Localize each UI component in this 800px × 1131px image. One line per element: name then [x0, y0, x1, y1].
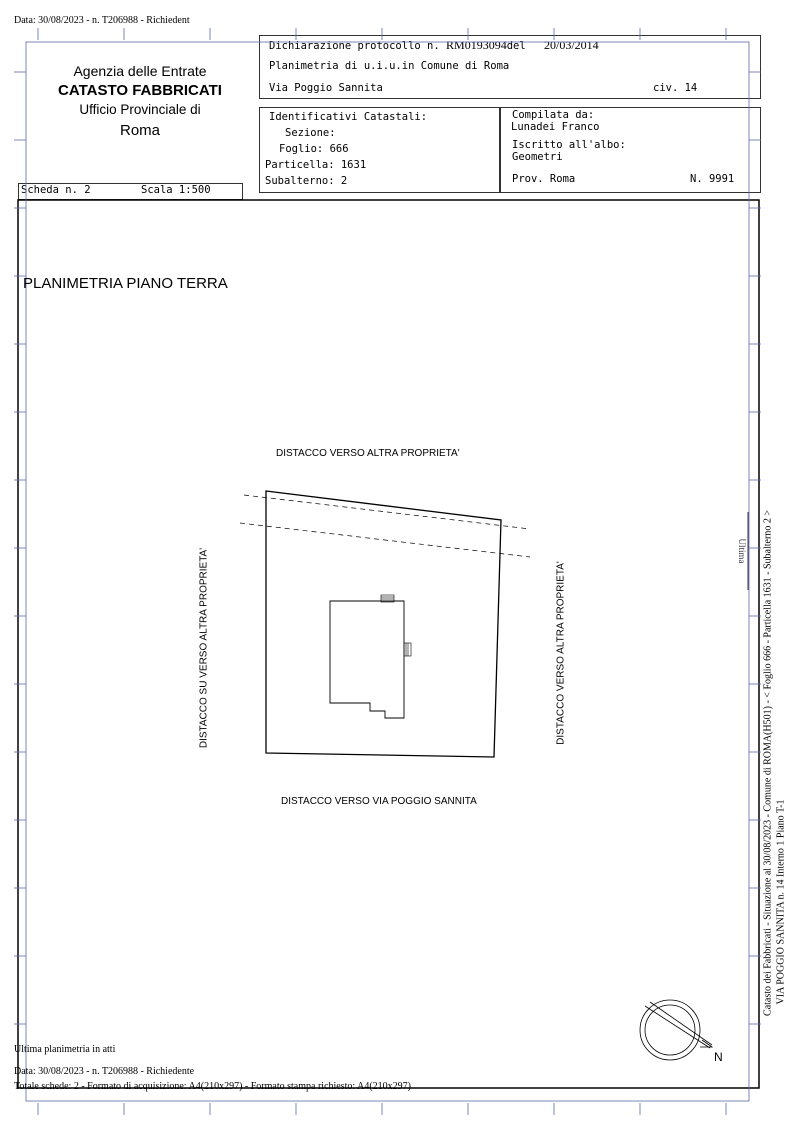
subalterno: Subalterno: 2 — [265, 175, 348, 187]
stamp-ultima: Ultima — [737, 538, 747, 564]
north-arrow-icon — [640, 1000, 712, 1060]
catasto-title: CATASTO FABBRICATI — [58, 82, 222, 99]
side-address-text: VIA POGGIO SANNITA n. 14 Interno 1 Piano T-1 — [775, 799, 787, 1005]
lot-outline — [266, 491, 501, 757]
side-cadastral-text: Catasto dei Fabbricati - Situazione al 30/08/2023 - Comune di ROMA(H501) - < Foglio 666 - Particella 1631 - Subalterno 2 > — [762, 510, 774, 1016]
sezione: Sezione: — [285, 127, 336, 139]
stair-marker-side — [404, 643, 411, 656]
agency-name: Agenzia delle Entrate — [73, 63, 207, 79]
scale: Scala 1:500 — [141, 184, 211, 196]
foglio: Foglio: 666 — [279, 143, 349, 155]
compilata-name: Lunadei Franco — [511, 121, 600, 133]
boundary-dashed-1 — [244, 495, 530, 529]
label-top: DISTACCO VERSO ALTRA PROPRIETA' — [276, 448, 460, 459]
north-label: N — [714, 1050, 723, 1064]
building-footprint — [330, 601, 404, 718]
particella: Particella: 1631 — [265, 159, 367, 171]
registration-number: N. 9991 — [690, 173, 735, 185]
identificativi-title: Identificativi Catastali: — [269, 111, 428, 123]
protocol-label: Dichiarazione protocollo n. — [269, 40, 440, 52]
plan-title: PLANIMETRIA PIANO TERRA — [23, 275, 228, 292]
province: Prov. Roma — [512, 173, 576, 185]
protocol-number: RM0193094 — [446, 38, 507, 52]
planimetria-line: Planimetria di u.i.u.in Comune di Roma — [269, 60, 510, 72]
compilata-title: Compilata da: — [512, 109, 595, 121]
footer-ultima: Ultima planimetria in atti — [14, 1044, 116, 1055]
ufficio-city: Roma — [119, 122, 160, 139]
guide-frame — [26, 42, 749, 1101]
scheda-number: Scheda n. 2 — [21, 184, 91, 196]
albo: Geometri — [512, 151, 563, 163]
boundary-dashed-2 — [240, 523, 530, 557]
label-right: DISTACCO VERSO ALTRA PROPRIETA' — [555, 561, 567, 745]
footer-totale: Totale schede: 2 - Formato di acquisizione: A4(210x297) - Formato stampa richiesto: A4(210x297) — [14, 1081, 411, 1092]
address: Via Poggio Sannita — [269, 82, 383, 94]
footer-data: Data: 30/08/2023 - n. T206988 - Richiedente — [14, 1066, 195, 1077]
civic-number: civ. 14 — [653, 82, 698, 94]
label-bottom: DISTACCO VERSO VIA POGGIO SANNITA — [281, 796, 477, 807]
iscritto-label: Iscritto all'albo: — [512, 139, 626, 151]
guide-ticks — [14, 28, 761, 1115]
protocol-del: del — [506, 40, 526, 52]
ufficio-label: Ufficio Provinciale di — [79, 102, 201, 117]
main-frame — [18, 200, 759, 1088]
protocol-date: 20/03/2014 — [544, 38, 599, 52]
label-left: DISTACCO SU VERSO ALTRA PROPRIETA' — [198, 547, 210, 749]
header-request-info: Data: 30/08/2023 - n. T206988 - Richiedent — [14, 15, 190, 26]
